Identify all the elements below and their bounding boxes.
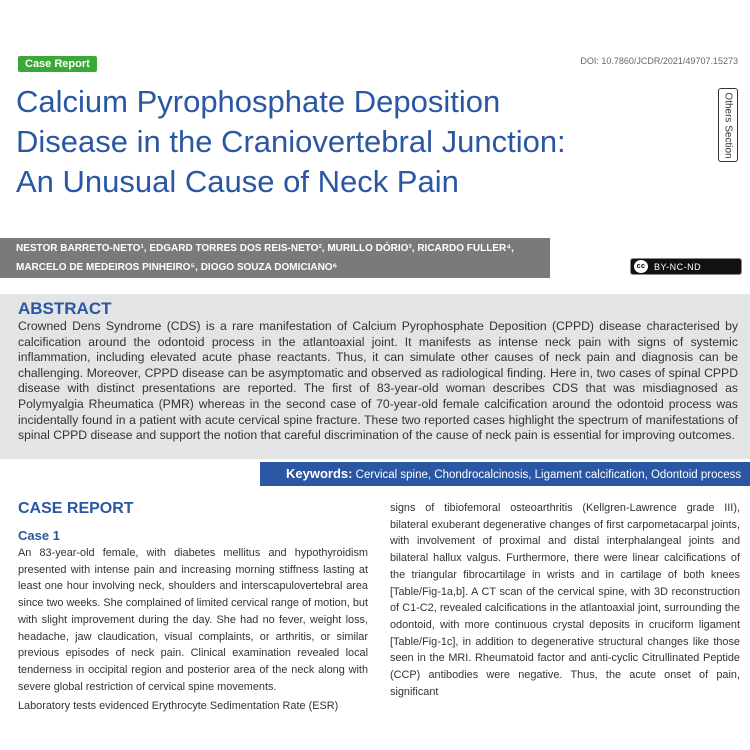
- case1-paragraph-1: An 83-year-old female, with diabetes mellitus and hypothyroidism presented with intense pain and increasing morning stiffness lasting at least one hour involving neck, shoulders and interscapulovertebral area since two weeks. She complained of limited cervical range of motion, but with slight improvement during the day. She had no fever, weight loss, headache, jaw claudication, visual complaints, or arthritis, or similar previous episodes of neck pain. Clinical examination revealed local tenderness in occipital region and posterior area of the neck along with severe global restriction of cervical spine movements.: [18, 547, 368, 693]
- right-column-paragraph: signs of tibiofemoral osteoarthritis (Kellgren-Lawrence grade III), bilateral exuberant degenerative changes of first carpometacarpal joints, with involvement of proximal and distal interphalangeal joints and bilateral hallux valgus. Furthermore, there were linear calcifications of the triangular fibrocartilage in wrists and in cartilage of both knees [Table/Fig-1a,b]. A CT scan of the cervical spine, with 3D reconstruction of C1-C2, revealed calcifications in the atlantoaxial joint, surrounding the odontoid, with more continuous crystal deposits in cruciform ligament [Table/Fig-1c], in addition to degenerative structural changes like those seen in the MRI. Rheumatoid factor and anti-cyclic Citrullinated Peptide (CCP) antibodies were negative. Thus, the acute onset of pain, significant: [390, 502, 740, 698]
- title-line-3: An Unusual Cause of Neck Pain: [16, 164, 459, 199]
- case-report-heading: CASE REPORT: [18, 500, 134, 517]
- case1-paragraph-2: Laboratory tests evidenced Erythrocyte Sedimentation Rate (ESR): [18, 700, 339, 713]
- authors-line-2: MARCELO DE MEDEIROS PINHEIRO⁵, DIOGO SOUZA DOMICIANO⁶: [16, 262, 338, 273]
- keywords-text: Cervical spine, Chondrocalcinosis, Ligament calcification, Odontoid process: [355, 469, 742, 481]
- article-type-badge: Case Report: [18, 56, 97, 72]
- article-title: [16, 82, 676, 202]
- section-tab: [718, 88, 738, 162]
- abstract-text: Crowned Dens Syndrome (CDS) is a rare manifestation of Calcium Pyrophosphate Deposition (CPPD) disease characterised by calcification around the odontoid process in the atlantoaxial joint. It manifests as intense neck pain with signs of systemic inflammation, including elevated acute phase reactants. Thus, it can simulate other causes of neck pain and diagnosis can be challenging. Moreover, CPPD disease can be asymptomatic and observed as radiological finding. Here in, two cases of spinal CPPD disease with distinct presentations are reported. The first of 83-year-old woman describes CDS that was misdiagnosed as Polymyalgia Rheumatica (PMR) whereas in the second case of 70-year-old female calcification around the odontoid process was incidentally found in a patient with acute cervical spine fracture. These two reported cases highlight the spectrum of manifestations of spinal CPPD disease and support the notion that careful discrimination of the cause of neck pain is essential for improving outcomes.: [18, 319, 738, 443]
- case1-heading: Case 1: [18, 528, 60, 543]
- abstract-heading: ABSTRACT: [18, 299, 112, 318]
- keywords-bar: [260, 462, 750, 486]
- creative-commons-icon: cc: [634, 260, 648, 273]
- section-tab-label: Others Section: [722, 91, 734, 159]
- title-line-1: Calcium Pyrophosphate Deposition: [16, 84, 501, 119]
- left-column: [18, 500, 368, 715]
- title-line-2: Disease in the Craniovertebral Junction:: [16, 124, 566, 159]
- authors-line-1: NESTOR BARRETO-NETO¹, EDGARD TORRES DOS REIS-NETO², MURILLO DÓRIO³, RICARDO FULLER⁴,: [16, 243, 514, 254]
- author-list: [0, 238, 550, 278]
- right-column: [390, 500, 740, 700]
- license-text: BY-NC-ND: [654, 261, 702, 272]
- keywords-label: Keywords:: [286, 466, 353, 481]
- doi-text: DOI: 10.7860/JCDR/2021/49707.15273: [580, 56, 738, 66]
- abstract-section: [0, 294, 750, 459]
- license-badge[interactable]: [630, 258, 742, 275]
